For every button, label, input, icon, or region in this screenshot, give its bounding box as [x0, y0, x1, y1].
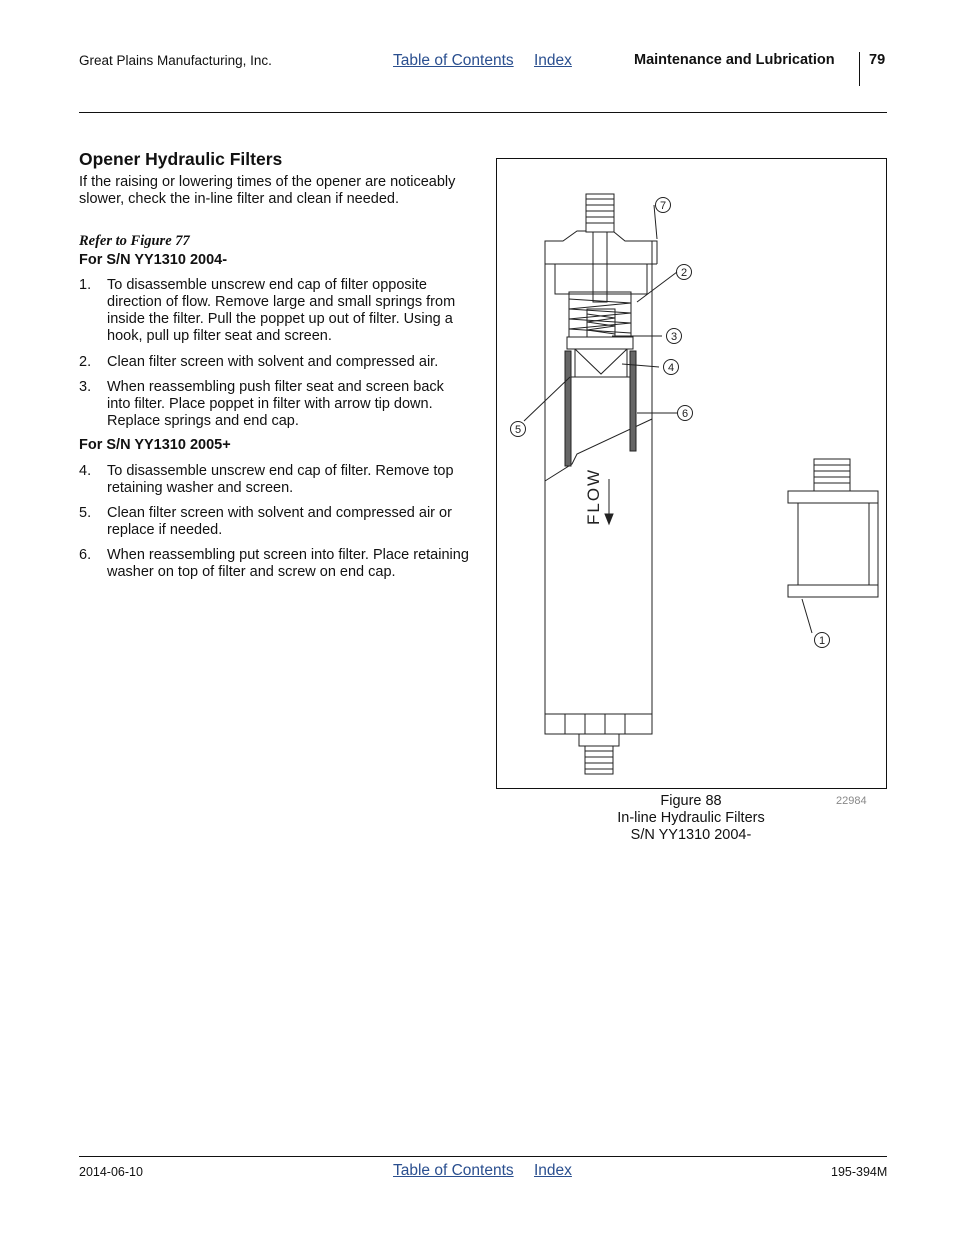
callout-7 [656, 198, 671, 213]
callout-4 [664, 360, 679, 375]
list-item [79, 505, 471, 539]
svg-text:5: 5 [514, 424, 522, 436]
footer-date: 2014-06-10 [79, 1165, 143, 1179]
footer-index-link[interactable]: Index [534, 1162, 572, 1179]
list-item [79, 277, 471, 345]
callout-5 [511, 422, 526, 437]
footer-rule [79, 1156, 887, 1157]
intro-paragraph: If the raising or lowering times of the opener are noticeably slower, check the in-line filter and clean if needed. [79, 174, 456, 207]
header-toc-link[interactable]: Table of Contents [393, 52, 514, 69]
top-fitting [586, 194, 614, 302]
step-number: 3. [79, 379, 92, 395]
step-text: When reassembling put screen into filter. Place retaining washer on top of filter and screw on end cap. [107, 547, 469, 580]
footer-toc-link[interactable]: Table of Contents [393, 1162, 514, 1179]
filter-diagram [497, 159, 886, 788]
filter-screen [565, 349, 636, 466]
figure-title: In-line Hydraulic Filters [617, 810, 765, 826]
poppet [575, 349, 627, 374]
step-number: 1. [79, 277, 92, 293]
bottom-fitting [579, 734, 619, 774]
step-text: Clean filter screen with solvent and compressed air or replace if needed. [107, 505, 452, 538]
callout-1 [815, 633, 830, 648]
end-cap [545, 231, 657, 264]
spring-small [587, 309, 615, 337]
svg-text:1: 1 [818, 635, 826, 647]
spring-large [569, 292, 631, 337]
step-text: When reassembling push filter seat and screen back into filter. Place poppet in filter with arrow tip down. Replace springs and end cap. [107, 379, 444, 429]
svg-text:2: 2 [680, 267, 688, 279]
step-text: To disassemble unscrew end cap of filter. Remove top retaining washer and screen. [107, 463, 454, 496]
step-number: 5. [79, 505, 92, 521]
svg-text:6: 6 [681, 408, 689, 420]
list-item [79, 354, 471, 371]
figure-reference: Refer to Figure 77 [79, 233, 190, 249]
callout-6 [678, 406, 693, 421]
company-name: Great Plains Manufacturing, Inc. [79, 53, 272, 68]
callout-2 [677, 265, 692, 280]
inline-filter-2005 [788, 459, 878, 597]
step-number: 6. [79, 547, 92, 563]
subheading-2004: For S/N YY1310 2004- [79, 252, 228, 268]
figure-image-id: 22984 [836, 795, 867, 807]
list-item [79, 379, 471, 430]
page-number: 79 [869, 52, 886, 68]
step-number: 2. [79, 354, 92, 370]
step-number: 4. [79, 463, 92, 479]
section-title: Maintenance and Lubrication [634, 52, 835, 68]
svg-text:4: 4 [667, 362, 675, 374]
svg-text:7: 7 [659, 200, 667, 212]
figure-frame [496, 158, 887, 789]
list-item [79, 463, 471, 497]
figure-caption [591, 793, 791, 844]
page-heading: Opener Hydraulic Filters [79, 149, 283, 169]
step-text: Clean filter screen with solvent and compressed air. [107, 354, 439, 370]
svg-text:3: 3 [670, 331, 678, 343]
subheading-2005: For S/N YY1310 2005+ [79, 437, 231, 453]
step-text: To disassemble unscrew end cap of filter opposite direction of flow. Remove large and small springs from inside the filter. Pull the poppet up out of filter. Using a hook, pull up filter seat and screen. [107, 277, 456, 344]
flow-label: FLOW [584, 467, 603, 525]
header-divider [859, 52, 860, 86]
list-item [79, 547, 471, 581]
header-rule [79, 112, 887, 113]
figure-serial: S/N YY1310 2004- [630, 827, 752, 843]
footer-doc-number: 195-394M [831, 1165, 888, 1179]
callout-3 [667, 329, 682, 344]
header-index-link[interactable]: Index [534, 52, 572, 69]
figure-number: Figure 88 [660, 793, 722, 809]
